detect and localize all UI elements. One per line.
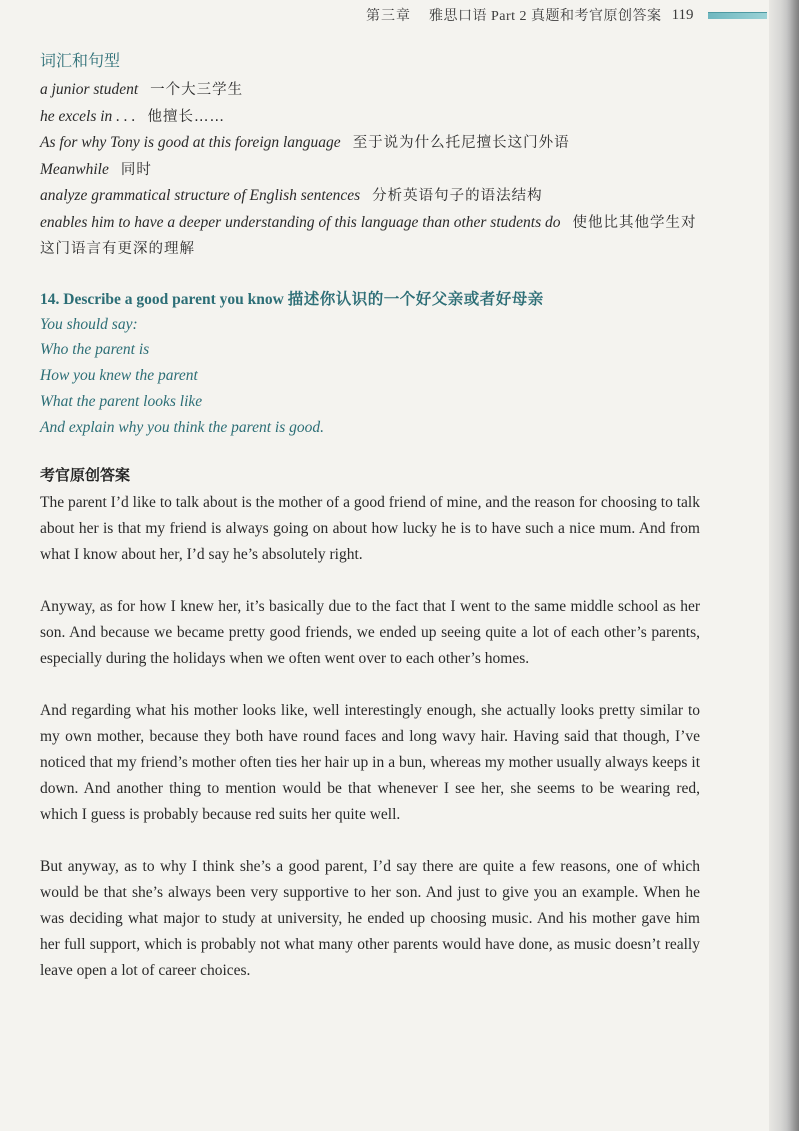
question-title-en: Describe a good parent you know bbox=[63, 290, 284, 308]
answer-section-title: 考官原创答案 bbox=[40, 466, 131, 485]
question-title-zh: 描述你认识的一个好父亲或者好母亲 bbox=[287, 289, 544, 308]
prompt-line: What the parent looks like bbox=[40, 392, 203, 410]
vocab-item bbox=[40, 77, 700, 104]
vocab-item bbox=[40, 104, 700, 131]
question-title bbox=[40, 287, 700, 312]
vocab-item-zh: 同时 bbox=[120, 161, 152, 178]
answer-paragraph: The parent I’d like to talk about is the mother of a good friend of mine, and the reason for choosing to talk about her is that my friend is always going on about how lucky he is to have such a nice mum. And from what I know about her, I’d say he’s absolutely right. bbox=[40, 494, 700, 564]
header-title: 雅思口语 Part 2 真题和考官原创答案 bbox=[429, 9, 662, 24]
vocab-item-en: he excels in . . . bbox=[40, 107, 136, 125]
page-content bbox=[40, 48, 700, 984]
vocab-item-zh: 分析英语句子的语法结构 bbox=[372, 188, 543, 204]
vocab-item-en: enables him to have a deeper understanding of this language than other students do bbox=[40, 213, 561, 231]
vocab-item bbox=[40, 210, 700, 263]
vocab-item-en: Meanwhile bbox=[40, 160, 109, 178]
vocab-item bbox=[40, 157, 700, 184]
answer-paragraph: Anyway, as for how I knew her, it’s basically due to the fact that I went to the same middle school as her son. And because we became pretty good friends, we ended up seeing quite a lot of each other’s parents, especially during the holidays when we often went over to each other’s homes. bbox=[40, 598, 700, 668]
prompt-line: How you knew the parent bbox=[40, 367, 198, 385]
answer-paragraph: And regarding what his mother looks like, well interestingly enough, she actually looks pretty similar to my own mother, because they both have round faces and long wavy hair. Having said that though, I’ve noticed that my friend’s mother often ties her hair up in a bun, whereas my mother usually always keeps it down. And another thing to mention would be that whenever I see her, she seems to be wearing red, which I guess is probably because red suits her quite well. bbox=[40, 702, 700, 824]
answer-paragraph: But anyway, as to why I think she’s a good parent, I’d say there are quite a few reasons, one of which would be that she’s always been very supportive to her son. And just to give you an example. When he was deciding what major to study at university, he ended up choosing music. And his mother gave him her full support, which is probably not what many other parents would have done, as music doesn’t really leave open a lot of career choices. bbox=[40, 858, 700, 980]
vocab-item-zh: 使他比其他学生对这门语言有更深的理解 bbox=[40, 214, 697, 257]
prompt-line: Who the parent is bbox=[40, 341, 150, 359]
vocab-item-zh: 一个大三学生 bbox=[150, 82, 244, 98]
vocab-section-title: 词汇和句型 bbox=[40, 51, 121, 70]
vocab-item-en: As for why Tony is good at this foreign language bbox=[40, 134, 341, 151]
vocab-item-zh: 至于说为什么托尼擅长这门外语 bbox=[352, 135, 570, 151]
prompt-line: And explain why you think the parent is good. bbox=[40, 418, 324, 436]
page-edge-shadow bbox=[787, 0, 799, 1131]
running-header bbox=[300, 4, 767, 26]
question-number: 14. bbox=[40, 290, 60, 308]
vocab-item bbox=[40, 183, 700, 210]
page-number: 119 bbox=[671, 6, 694, 23]
header-chapter: 第三章 bbox=[366, 9, 411, 24]
vocab-item-zh: 他擅长…… bbox=[147, 108, 226, 125]
vocab-item-en: a junior student bbox=[40, 81, 139, 98]
prompt-line: You should say: bbox=[40, 315, 138, 333]
header-decor-bar bbox=[708, 12, 767, 19]
vocab-item-en: analyze grammatical structure of English sentences bbox=[40, 187, 361, 204]
vocab-item bbox=[40, 130, 700, 157]
